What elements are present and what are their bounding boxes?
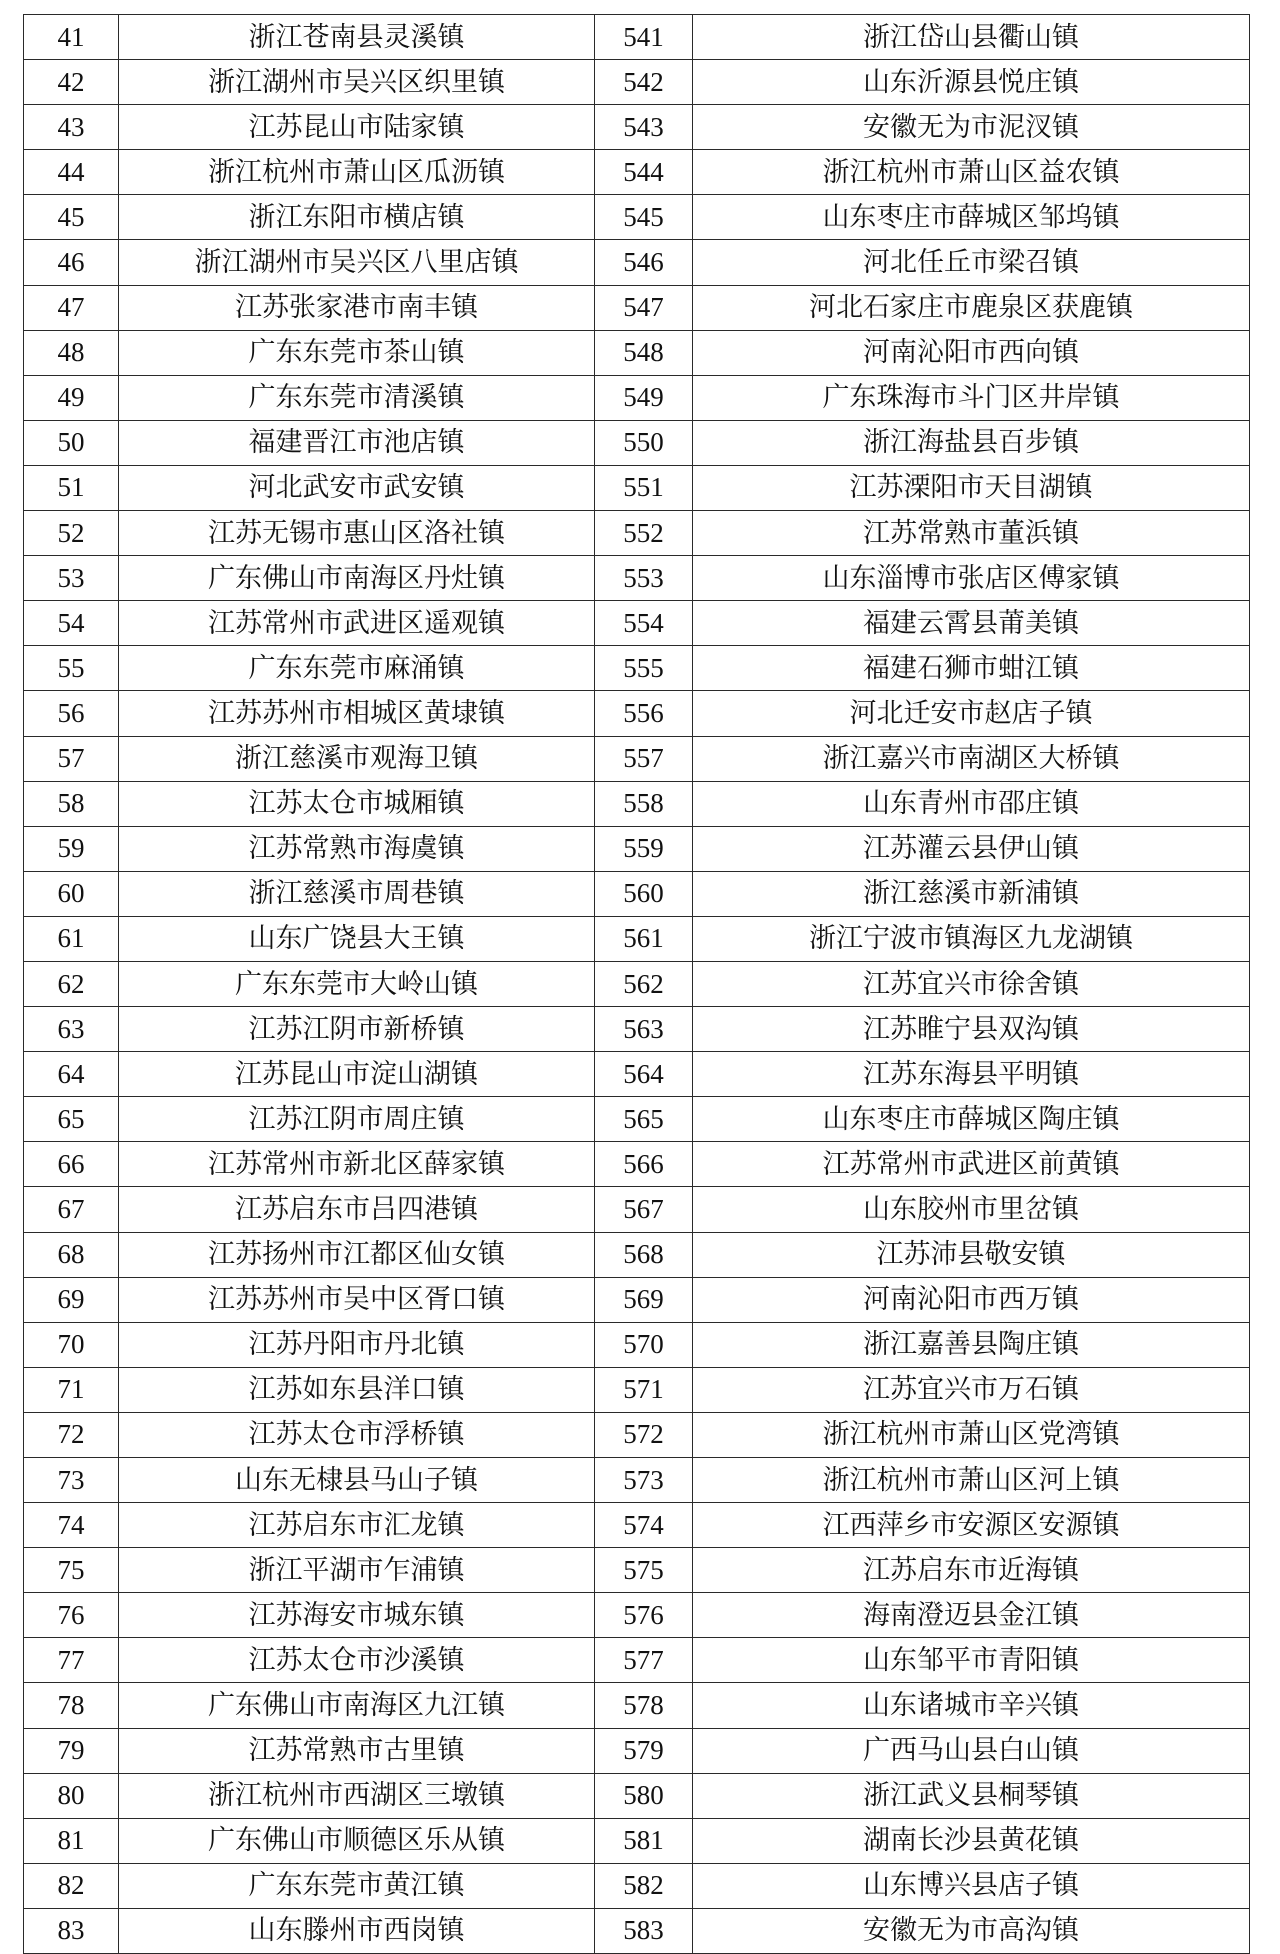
right-town-cell: 河北迁安市赵店子镇: [693, 691, 1250, 736]
right-rank-cell: 572: [595, 1412, 693, 1457]
table-row: [24, 285, 1250, 330]
right-rank-cell: 570: [595, 1322, 693, 1367]
right-rank-cell: 545: [595, 195, 693, 240]
right-town-cell: 湖南长沙县黄花镇: [693, 1818, 1250, 1863]
table-row: [24, 1142, 1250, 1187]
table-row: [24, 781, 1250, 826]
left-rank-cell: 66: [24, 1142, 119, 1187]
right-rank-cell: 553: [595, 556, 693, 601]
table-row: [24, 1503, 1250, 1548]
left-rank-cell: 82: [24, 1863, 119, 1908]
table-row: [24, 1593, 1250, 1638]
right-town-cell: 江苏溧阳市天目湖镇: [693, 465, 1250, 510]
right-town-cell: 河北任丘市梁召镇: [693, 240, 1250, 285]
left-town-cell: 浙江东阳市横店镇: [119, 195, 595, 240]
left-town-cell: 江苏常州市武进区遥观镇: [119, 601, 595, 646]
left-rank-cell: 74: [24, 1503, 119, 1548]
left-rank-cell: 60: [24, 871, 119, 916]
right-rank-cell: 569: [595, 1277, 693, 1322]
right-rank-cell: 564: [595, 1052, 693, 1097]
right-rank-cell: 562: [595, 961, 693, 1006]
left-rank-cell: 57: [24, 736, 119, 781]
left-town-cell: 江苏启东市吕四港镇: [119, 1187, 595, 1232]
right-town-cell: 山东诸城市辛兴镇: [693, 1683, 1250, 1728]
left-town-cell: 浙江苍南县灵溪镇: [119, 15, 595, 60]
left-rank-cell: 51: [24, 465, 119, 510]
table-row: [24, 1007, 1250, 1052]
left-town-cell: 浙江慈溪市周巷镇: [119, 871, 595, 916]
left-town-cell: 广东东莞市茶山镇: [119, 330, 595, 375]
right-town-cell: 河南沁阳市西万镇: [693, 1277, 1250, 1322]
table-row: [24, 15, 1250, 60]
table-row: [24, 1412, 1250, 1457]
right-rank-cell: 574: [595, 1503, 693, 1548]
left-town-cell: 山东滕州市西岗镇: [119, 1908, 595, 1953]
table-row: [24, 826, 1250, 871]
left-rank-cell: 52: [24, 511, 119, 556]
left-rank-cell: 75: [24, 1548, 119, 1593]
right-town-cell: 江西萍乡市安源区安源镇: [693, 1503, 1250, 1548]
left-rank-cell: 76: [24, 1593, 119, 1638]
right-rank-cell: 558: [595, 781, 693, 826]
right-town-cell: 江苏灌云县伊山镇: [693, 826, 1250, 871]
left-town-cell: 江苏扬州市江都区仙女镇: [119, 1232, 595, 1277]
right-rank-cell: 576: [595, 1593, 693, 1638]
table-row: [24, 916, 1250, 961]
table-row: [24, 1322, 1250, 1367]
right-rank-cell: 559: [595, 826, 693, 871]
left-town-cell: 江苏江阴市新桥镇: [119, 1007, 595, 1052]
right-rank-cell: 543: [595, 105, 693, 150]
left-town-cell: 江苏海安市城东镇: [119, 1593, 595, 1638]
left-rank-cell: 69: [24, 1277, 119, 1322]
right-rank-cell: 578: [595, 1683, 693, 1728]
right-rank-cell: 577: [595, 1638, 693, 1683]
left-rank-cell: 83: [24, 1908, 119, 1953]
left-rank-cell: 72: [24, 1412, 119, 1457]
left-town-cell: 江苏常熟市古里镇: [119, 1728, 595, 1773]
left-rank-cell: 63: [24, 1007, 119, 1052]
right-town-cell: 山东胶州市里岔镇: [693, 1187, 1250, 1232]
right-rank-cell: 565: [595, 1097, 693, 1142]
right-rank-cell: 547: [595, 285, 693, 330]
table-row: [24, 1818, 1250, 1863]
left-town-cell: 浙江杭州市西湖区三墩镇: [119, 1773, 595, 1818]
left-town-cell: 广东佛山市南海区丹灶镇: [119, 556, 595, 601]
left-rank-cell: 73: [24, 1458, 119, 1503]
left-town-cell: 浙江平湖市乍浦镇: [119, 1548, 595, 1593]
right-rank-cell: 563: [595, 1007, 693, 1052]
right-town-cell: 安徽无为市泥汊镇: [693, 105, 1250, 150]
right-town-cell: 山东枣庄市薛城区邹坞镇: [693, 195, 1250, 240]
left-town-cell: 江苏张家港市南丰镇: [119, 285, 595, 330]
town-ranking-sheet: [23, 14, 1249, 1954]
left-rank-cell: 64: [24, 1052, 119, 1097]
right-town-cell: 河北石家庄市鹿泉区获鹿镇: [693, 285, 1250, 330]
right-town-cell: 广东珠海市斗门区井岸镇: [693, 375, 1250, 420]
table-row: [24, 375, 1250, 420]
table-row: [24, 736, 1250, 781]
table-row: [24, 1728, 1250, 1773]
left-town-cell: 浙江湖州市吴兴区八里店镇: [119, 240, 595, 285]
right-rank-cell: 548: [595, 330, 693, 375]
right-town-cell: 福建石狮市蚶江镇: [693, 646, 1250, 691]
right-rank-cell: 551: [595, 465, 693, 510]
left-rank-cell: 56: [24, 691, 119, 736]
left-town-cell: 江苏常州市新北区薛家镇: [119, 1142, 595, 1187]
right-rank-cell: 546: [595, 240, 693, 285]
right-town-cell: 浙江杭州市萧山区党湾镇: [693, 1412, 1250, 1457]
right-rank-cell: 566: [595, 1142, 693, 1187]
left-rank-cell: 48: [24, 330, 119, 375]
right-town-cell: 江苏宜兴市万石镇: [693, 1367, 1250, 1412]
right-rank-cell: 550: [595, 420, 693, 465]
left-rank-cell: 49: [24, 375, 119, 420]
right-town-cell: 江苏启东市近海镇: [693, 1548, 1250, 1593]
left-town-cell: 浙江慈溪市观海卫镇: [119, 736, 595, 781]
right-rank-cell: 555: [595, 646, 693, 691]
left-town-cell: 江苏昆山市陆家镇: [119, 105, 595, 150]
left-town-cell: 浙江湖州市吴兴区织里镇: [119, 60, 595, 105]
left-rank-cell: 47: [24, 285, 119, 330]
left-rank-cell: 62: [24, 961, 119, 1006]
table-row: [24, 60, 1250, 105]
left-rank-cell: 81: [24, 1818, 119, 1863]
left-rank-cell: 50: [24, 420, 119, 465]
right-rank-cell: 561: [595, 916, 693, 961]
right-rank-cell: 573: [595, 1458, 693, 1503]
left-town-cell: 山东无棣县马山子镇: [119, 1458, 595, 1503]
left-town-cell: 江苏太仓市城厢镇: [119, 781, 595, 826]
table-row: [24, 1863, 1250, 1908]
right-town-cell: 江苏常州市武进区前黄镇: [693, 1142, 1250, 1187]
left-rank-cell: 43: [24, 105, 119, 150]
left-town-cell: 江苏江阴市周庄镇: [119, 1097, 595, 1142]
table-row: [24, 556, 1250, 601]
right-town-cell: 福建云霄县莆美镇: [693, 601, 1250, 646]
left-town-cell: 江苏无锡市惠山区洛社镇: [119, 511, 595, 556]
right-rank-cell: 544: [595, 150, 693, 195]
left-rank-cell: 77: [24, 1638, 119, 1683]
right-town-cell: 江苏睢宁县双沟镇: [693, 1007, 1250, 1052]
right-town-cell: 浙江嘉兴市南湖区大桥镇: [693, 736, 1250, 781]
right-town-cell: 浙江武义县桐琴镇: [693, 1773, 1250, 1818]
table-row: [24, 465, 1250, 510]
left-town-cell: 福建晋江市池店镇: [119, 420, 595, 465]
table-row: [24, 961, 1250, 1006]
right-town-cell: 浙江嘉善县陶庄镇: [693, 1322, 1250, 1367]
right-town-cell: 江苏东海县平明镇: [693, 1052, 1250, 1097]
right-town-cell: 海南澄迈县金江镇: [693, 1593, 1250, 1638]
left-town-cell: 江苏丹阳市丹北镇: [119, 1322, 595, 1367]
left-town-cell: 河北武安市武安镇: [119, 465, 595, 510]
table-row: [24, 1277, 1250, 1322]
right-town-cell: 河南沁阳市西向镇: [693, 330, 1250, 375]
right-rank-cell: 567: [595, 1187, 693, 1232]
left-town-cell: 江苏苏州市吴中区胥口镇: [119, 1277, 595, 1322]
right-rank-cell: 542: [595, 60, 693, 105]
table-row: [24, 1458, 1250, 1503]
right-town-cell: 山东博兴县店子镇: [693, 1863, 1250, 1908]
left-town-cell: 山东广饶县大王镇: [119, 916, 595, 961]
right-town-cell: 浙江慈溪市新浦镇: [693, 871, 1250, 916]
left-rank-cell: 58: [24, 781, 119, 826]
left-rank-cell: 53: [24, 556, 119, 601]
right-rank-cell: 575: [595, 1548, 693, 1593]
left-rank-cell: 68: [24, 1232, 119, 1277]
left-town-cell: 广东佛山市南海区九江镇: [119, 1683, 595, 1728]
table-row: [24, 601, 1250, 646]
left-town-cell: 广东东莞市清溪镇: [119, 375, 595, 420]
left-rank-cell: 79: [24, 1728, 119, 1773]
left-rank-cell: 70: [24, 1322, 119, 1367]
left-rank-cell: 67: [24, 1187, 119, 1232]
right-town-cell: 浙江杭州市萧山区益农镇: [693, 150, 1250, 195]
table-row: [24, 646, 1250, 691]
table-row: [24, 1097, 1250, 1142]
right-town-cell: 浙江杭州市萧山区河上镇: [693, 1458, 1250, 1503]
right-rank-cell: 541: [595, 15, 693, 60]
right-town-cell: 山东邹平市青阳镇: [693, 1638, 1250, 1683]
table-row: [24, 1052, 1250, 1097]
table-row: [24, 1683, 1250, 1728]
right-rank-cell: 557: [595, 736, 693, 781]
town-ranking-table: [23, 14, 1250, 1954]
right-rank-cell: 556: [595, 691, 693, 736]
table-row: [24, 240, 1250, 285]
left-rank-cell: 44: [24, 150, 119, 195]
left-town-cell: 浙江杭州市萧山区瓜沥镇: [119, 150, 595, 195]
left-rank-cell: 61: [24, 916, 119, 961]
right-town-cell: 广西马山县白山镇: [693, 1728, 1250, 1773]
left-town-cell: 江苏如东县洋口镇: [119, 1367, 595, 1412]
table-row: [24, 511, 1250, 556]
right-town-cell: 山东枣庄市薛城区陶庄镇: [693, 1097, 1250, 1142]
left-rank-cell: 55: [24, 646, 119, 691]
table-row: [24, 1232, 1250, 1277]
left-rank-cell: 42: [24, 60, 119, 105]
right-rank-cell: 571: [595, 1367, 693, 1412]
right-town-cell: 江苏宜兴市徐舍镇: [693, 961, 1250, 1006]
right-town-cell: 浙江岱山县衢山镇: [693, 15, 1250, 60]
left-rank-cell: 54: [24, 601, 119, 646]
left-town-cell: 江苏启东市汇龙镇: [119, 1503, 595, 1548]
left-town-cell: 江苏苏州市相城区黄埭镇: [119, 691, 595, 736]
right-rank-cell: 583: [595, 1908, 693, 1953]
left-town-cell: 江苏昆山市淀山湖镇: [119, 1052, 595, 1097]
right-rank-cell: 582: [595, 1863, 693, 1908]
left-town-cell: 广东东莞市黄江镇: [119, 1863, 595, 1908]
table-row: [24, 691, 1250, 736]
table-row: [24, 1548, 1250, 1593]
right-rank-cell: 560: [595, 871, 693, 916]
table-row: [24, 1367, 1250, 1412]
table-row: [24, 1638, 1250, 1683]
right-rank-cell: 581: [595, 1818, 693, 1863]
left-town-cell: 江苏常熟市海虞镇: [119, 826, 595, 871]
table-row: [24, 420, 1250, 465]
right-town-cell: 山东沂源县悦庄镇: [693, 60, 1250, 105]
left-rank-cell: 80: [24, 1773, 119, 1818]
table-row: [24, 105, 1250, 150]
right-town-cell: 山东青州市邵庄镇: [693, 781, 1250, 826]
left-rank-cell: 65: [24, 1097, 119, 1142]
right-town-cell: 江苏沛县敬安镇: [693, 1232, 1250, 1277]
right-town-cell: 安徽无为市高沟镇: [693, 1908, 1250, 1953]
left-town-cell: 广东东莞市麻涌镇: [119, 646, 595, 691]
table-row: [24, 330, 1250, 375]
left-town-cell: 广东东莞市大岭山镇: [119, 961, 595, 1006]
right-rank-cell: 554: [595, 601, 693, 646]
left-town-cell: 江苏太仓市沙溪镇: [119, 1638, 595, 1683]
table-row: [24, 1908, 1250, 1953]
right-rank-cell: 580: [595, 1773, 693, 1818]
left-rank-cell: 78: [24, 1683, 119, 1728]
left-town-cell: 江苏太仓市浮桥镇: [119, 1412, 595, 1457]
table-row: [24, 1773, 1250, 1818]
left-rank-cell: 59: [24, 826, 119, 871]
table-row: [24, 871, 1250, 916]
right-town-cell: 山东淄博市张店区傅家镇: [693, 556, 1250, 601]
right-town-cell: 浙江宁波市镇海区九龙湖镇: [693, 916, 1250, 961]
table-row: [24, 1187, 1250, 1232]
left-rank-cell: 71: [24, 1367, 119, 1412]
left-town-cell: 广东佛山市顺德区乐从镇: [119, 1818, 595, 1863]
right-rank-cell: 568: [595, 1232, 693, 1277]
table-row: [24, 150, 1250, 195]
right-rank-cell: 579: [595, 1728, 693, 1773]
table-row: [24, 195, 1250, 240]
right-town-cell: 江苏常熟市董浜镇: [693, 511, 1250, 556]
right-rank-cell: 552: [595, 511, 693, 556]
left-rank-cell: 45: [24, 195, 119, 240]
left-rank-cell: 46: [24, 240, 119, 285]
right-town-cell: 浙江海盐县百步镇: [693, 420, 1250, 465]
table-body: [24, 15, 1250, 1954]
right-rank-cell: 549: [595, 375, 693, 420]
left-rank-cell: 41: [24, 15, 119, 60]
